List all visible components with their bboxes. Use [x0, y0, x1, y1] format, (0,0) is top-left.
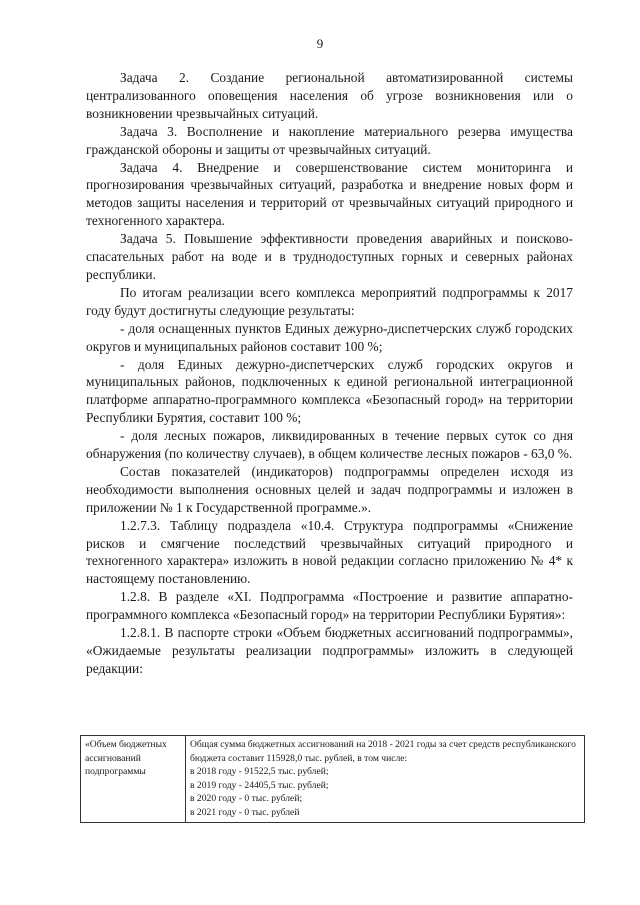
- budget-year-2020: в 2020 году - 0 тыс. рублей;: [190, 793, 303, 804]
- budget-value-cell: [186, 736, 585, 823]
- paragraph-result-3: - доля лесных пожаров, ликвидированных в течение первых суток со дня обнаружения (по количеству случаев), в общем количестве лесных пожаров - 63,0 %.: [86, 428, 573, 462]
- paragraph-task-5: Задача 5. Повышение эффективности проведения аварийных и поисково-спасательных работ на воде и в труднодоступных горных и северных районах республики.: [86, 231, 573, 282]
- paragraph-1-2-7-3: 1.2.7.3. Таблицу подраздела «10.4. Структура подпрограммы «Снижение рисков и смягчение последствий чрезвычайных ситуаций природного и техногенного характера» изложить в новой редакции согласно приложению № 4* к настоящему постановлению.: [86, 517, 573, 587]
- paragraph-task-4: Задача 4. Внедрение и совершенствование систем мониторинга и прогнозирования чрезвычайных ситуаций, разработка и внедрение новых форм и методов защиты населения и территорий от чрезвычайных ситуаций природного и техногенного характера.: [86, 159, 573, 229]
- paragraph-result-1: - доля оснащенных пунктов Единых дежурно-диспетчерских служб городских округов и муниципальных районов составит 100 %;: [86, 320, 573, 354]
- budget-label-cell: «Объем бюджетных ассигнований подпрограммы: [81, 736, 186, 823]
- paragraph-result-2: - доля Единых дежурно-диспетчерских служб городских округов и муниципальных районов, подключенных к единой региональной интеграционной платформе аппаратно-программного комплекса «Безопасный город» на территории Республики Бурятия, составит 100 %;: [86, 356, 573, 426]
- budget-year-2018: в 2018 году - 91522,5 тыс. рублей;: [190, 766, 329, 777]
- budget-total-text: Общая сумма бюджетных ассигнований на 2018 - 2021 годы за счет средств республиканского бюджета составит 115928,0 тыс. рублей, в том числе:: [190, 739, 576, 764]
- page-number: 9: [316, 36, 324, 51]
- document-body: [86, 69, 573, 678]
- paragraph-1-2-8: 1.2.8. В разделе «XI. Подпрограмма «Построение и развитие аппаратно-программного комплекса «Безопасный город» на территории Республики Бурятия»:: [86, 589, 573, 623]
- budget-table: [80, 735, 585, 823]
- table-row: [81, 736, 585, 823]
- paragraph-indicators: Состав показателей (индикаторов) подпрограммы определен исходя из необходимости выполнения основных целей и задач подпрограммы и изложен в приложении № 1 к Государственной программе.».: [86, 463, 573, 515]
- budget-year-2021: в 2021 году - 0 тыс. рублей: [190, 806, 300, 818]
- paragraph-task-2: Задача 2. Создание региональной автоматизированной системы централизованного оповещения населения об угрозе возникновения или о возникновении чрезвычайных ситуаций.: [86, 70, 573, 121]
- paragraph-results-intro: По итогам реализации всего комплекса мероприятий подпрограммы к 2017 году будут достигнуты следующие результаты:: [86, 284, 573, 318]
- paragraph-task-3: Задача 3. Восполнение и накопление материального резерва имущества гражданской обороны и защиты от чрезвычайных ситуаций.: [86, 123, 573, 157]
- paragraph-1-2-8-1: 1.2.8.1. В паспорте строки «Объем бюджетных ассигнований подпрограммы», «Ожидаемые результаты реализации подпрограммы» изложить в следующей редакции:: [86, 625, 573, 676]
- budget-year-2019: в 2019 году - 24405,5 тыс. рублей;: [190, 779, 329, 791]
